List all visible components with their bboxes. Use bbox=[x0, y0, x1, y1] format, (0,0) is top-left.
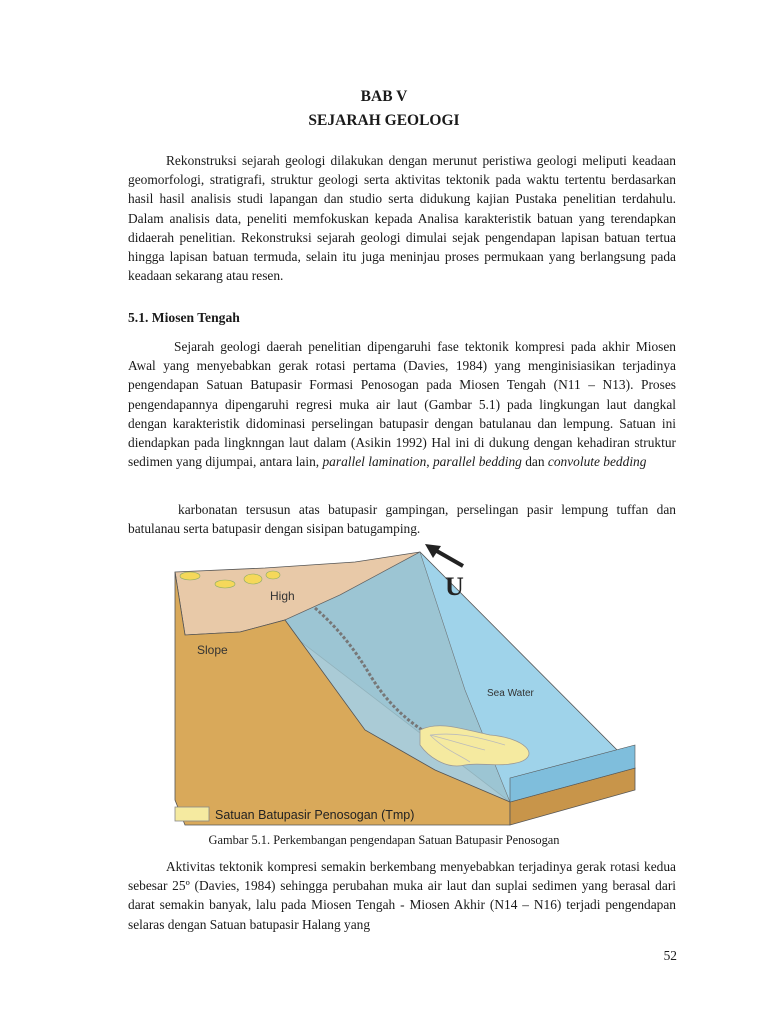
figure-caption: Gambar 5.1. Perkembangan pengendapan Satuan Batupasir Penosogan bbox=[208, 833, 560, 847]
section-paragraph-text: Sejarah geologi daerah penelitian dipengaruhi fase tektonik kompresi pada akhir Miosen Awal yang menyebabkan gerak rotasi pertama (Davies, 1984) yang menginisiasikan terjadinya pengendapan Satuan Batupasir Formasi Penosogan pada Miosen Tengah (N11 – N13). Proses pengendapannya dipengaruhi regresi muka air laut (Gambar 5.1) pada lingkungan laut dangkal dengan karakteristik didominasi perselingan batupasir dengan batulanau dan lempung. Satuan ini diendapkan pada lingknngan laut dalam (Asikin 1992) Hal ini di dukung dengan kehadiran struktur sedimen yang dijumpai, antara lain, bbox=[128, 339, 676, 470]
separator: dan bbox=[521, 454, 548, 470]
label-high: High bbox=[270, 589, 295, 603]
legend-swatch bbox=[175, 807, 209, 821]
label-sea-water: Sea Water bbox=[487, 688, 534, 699]
sand-patch bbox=[180, 572, 200, 580]
sand-patch bbox=[244, 574, 262, 584]
north-label: U bbox=[445, 572, 464, 601]
closing-paragraph: Aktivitas tektonik kompresi semakin berkembang menyebabkan terjadinya gerak rotasi kedua sebesar 25º (Davies, 1984) sehingga perubahan muka air laut dan suplai sedimen yang berasal dari darat semakin banyak, lalu pada Miosen Tengah - Miosen Akhir (N14 – N16) terjadi pengendapan selaras dengan Satuan batupasir Halang yang bbox=[128, 859, 676, 932]
sand-patch bbox=[266, 571, 280, 579]
chapter-number: BAB V bbox=[360, 88, 408, 105]
separator: , bbox=[426, 454, 433, 470]
term-convolute-bedding: convolute bedding bbox=[547, 454, 647, 470]
sand-patch bbox=[215, 580, 235, 588]
deposition-diagram bbox=[165, 540, 640, 830]
page-number: 52 bbox=[663, 948, 677, 963]
intro-paragraph: Rekonstruksi sejarah geologi dilakukan dengan merunut peristiwa geologi meliputi keadaan geomorfologi, stratigrafi, struktur geologi serta aktivitas tektonik pada waktu tertentu berdasarkan hasil hasil analisis studi lapangan dan studio serta didukung kajian Pustaka penelitian terdahulu. Dalam analisis data, peneliti memfokuskan kepada Analisa karakteristik batuan yang terendapkan didaerah penelitian. Rekonstruksi sejarah geologi dimulai sejak pengendapan lapisan batuan tertua hingga lapisan batuan termuda, selain itu juga meninjau proses permukaan yang berlangsung pada keadaan sekarang atau resen. bbox=[128, 153, 676, 284]
north-arrow-icon bbox=[435, 550, 463, 566]
section-heading: 5.1. Miosen Tengah bbox=[128, 310, 240, 325]
chapter-title: SEJARAH GEOLOGI bbox=[308, 112, 460, 129]
legend-text: Satuan Batupasir Penosogan (Tmp) bbox=[215, 808, 415, 822]
term-parallel-bedding: parallel bedding bbox=[432, 454, 522, 470]
term-parallel-lamination: parallel lamination bbox=[322, 454, 427, 470]
section-paragraph-continued: karbonatan tersusun atas batupasir gampingan, perselingan pasir lempung tuffan dan batulanau serta batupasir dengan sisipan batugamping. bbox=[128, 502, 676, 537]
label-slope: Slope bbox=[197, 643, 228, 657]
section-paragraph bbox=[128, 337, 676, 471]
